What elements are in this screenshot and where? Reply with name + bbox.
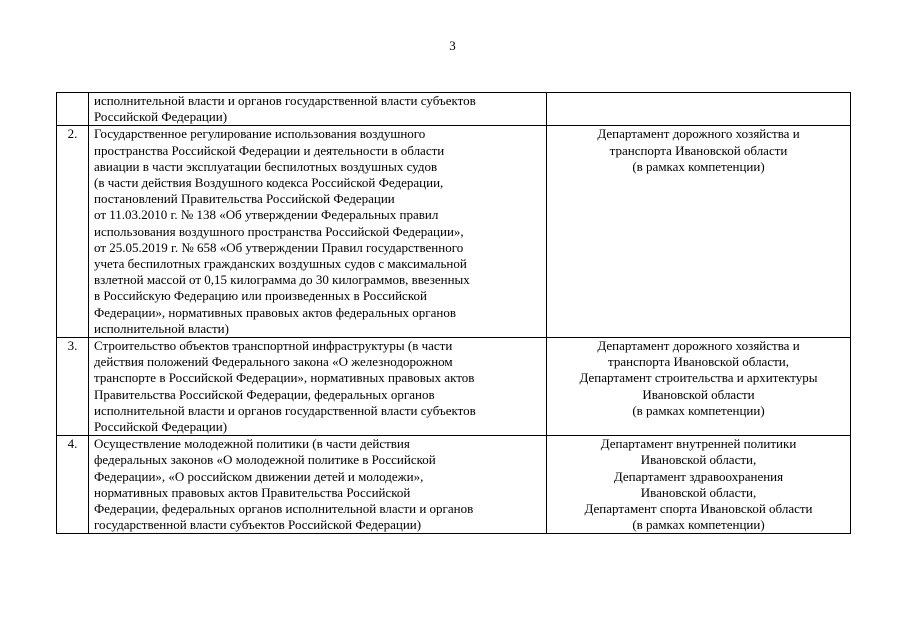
dept-line: (в рамках компетенции) bbox=[632, 158, 765, 174]
text-line: федеральных законов «О молодежной политике в Российской bbox=[94, 452, 436, 468]
text-line: Государственное регулирование использования воздушного bbox=[94, 126, 426, 142]
text-line: государственной власти субъектов Российской Федерации) bbox=[94, 517, 422, 533]
dept-line: транспорта Ивановской области, bbox=[608, 354, 789, 370]
responsibility-table bbox=[56, 92, 851, 534]
text-line: транспорте в Российской Федерации», нормативных правовых актов bbox=[94, 370, 475, 386]
row-number bbox=[57, 93, 89, 126]
row-description bbox=[89, 93, 547, 126]
text-line: исполнительной власти и органов государственной власти субъектов bbox=[94, 93, 476, 108]
dept-line: Департамент здравоохранения bbox=[613, 468, 784, 484]
row-number: 3. bbox=[57, 338, 89, 436]
text-line: от 11.03.2010 г. № 138 «Об утверждении Федеральных правил bbox=[94, 207, 439, 223]
text-line: в Российскую Федерацию или произведенных в Российской bbox=[94, 288, 427, 304]
text-line: авиации в части эксплуатации беспилотных воздушных судов bbox=[94, 158, 438, 174]
row-department bbox=[547, 93, 851, 126]
page-number: 3 bbox=[449, 38, 456, 53]
dept-line: Департамент дорожного хозяйства и bbox=[597, 126, 800, 142]
row-number: 4. bbox=[57, 436, 89, 534]
text-line: использования воздушного пространства Российской Федерации», bbox=[94, 223, 464, 239]
text-line: нормативных правовых актов Правительства Российской bbox=[94, 484, 411, 500]
dept-line: Ивановской области bbox=[642, 386, 755, 402]
dept-line: транспорта Ивановской области bbox=[609, 142, 788, 158]
text-line: Федерации», нормативных правовых актов федеральных органов bbox=[94, 304, 457, 320]
text-line: Российской Федерации) bbox=[94, 419, 228, 435]
text-line: взлетной массой от 0,15 килограмма до 30 килограммов, ввезенных bbox=[94, 272, 470, 288]
dept-line: Департамент спорта Ивановской области bbox=[584, 501, 813, 517]
row-description bbox=[89, 436, 547, 534]
table-row bbox=[57, 126, 851, 338]
row-number: 2. bbox=[57, 126, 89, 338]
dept-line: Департамент строительства и архитектуры bbox=[579, 370, 818, 386]
dept-line: Департамент дорожного хозяйства и bbox=[597, 338, 800, 354]
text-line: Правительства Российской Федерации, федеральных органов bbox=[94, 386, 435, 402]
row-department bbox=[547, 126, 851, 338]
dept-line: Ивановской области, bbox=[640, 452, 757, 468]
text-line: от 25.05.2019 г. № 658 «Об утверждении Правил государственного bbox=[94, 239, 464, 255]
row-description bbox=[89, 338, 547, 436]
row-description bbox=[89, 126, 547, 338]
text-line: Российской Федерации) bbox=[94, 109, 228, 125]
dept-line: (в рамках компетенции) bbox=[632, 402, 765, 418]
text-line: Осуществление молодежной политики (в части действия bbox=[94, 436, 410, 452]
text-line: Строительство объектов транспортной инфраструктуры (в части bbox=[94, 338, 453, 354]
text-line: пространства Российской Федерации и деятельности в области bbox=[94, 142, 445, 158]
dept-line: Ивановской области, bbox=[640, 484, 757, 500]
text-line: исполнительной власти и органов государственной власти субъектов bbox=[94, 402, 476, 418]
table-row bbox=[57, 436, 851, 534]
text-line: Федерации, федеральных органов исполнительной власти и органов bbox=[94, 501, 474, 517]
dept-line: Департамент внутренней политики bbox=[600, 436, 797, 452]
table-row bbox=[57, 93, 851, 126]
table-row bbox=[57, 338, 851, 436]
text-line: Федерации», «О российском движении детей и молодежи», bbox=[94, 468, 424, 484]
text-line: постановлений Правительства Российской Федерации bbox=[94, 191, 395, 207]
row-department bbox=[547, 436, 851, 534]
text-line: (в части действия Воздушного кодекса Российской Федерации, bbox=[94, 175, 444, 191]
dept-line: (в рамках компетенции) bbox=[632, 517, 765, 533]
text-line: учета беспилотных гражданских воздушных судов с максимальной bbox=[94, 256, 467, 272]
text-line: действия положений Федерального закона «О железнодорожном bbox=[94, 354, 453, 370]
text-line: исполнительной власти) bbox=[94, 320, 229, 336]
row-department bbox=[547, 338, 851, 436]
